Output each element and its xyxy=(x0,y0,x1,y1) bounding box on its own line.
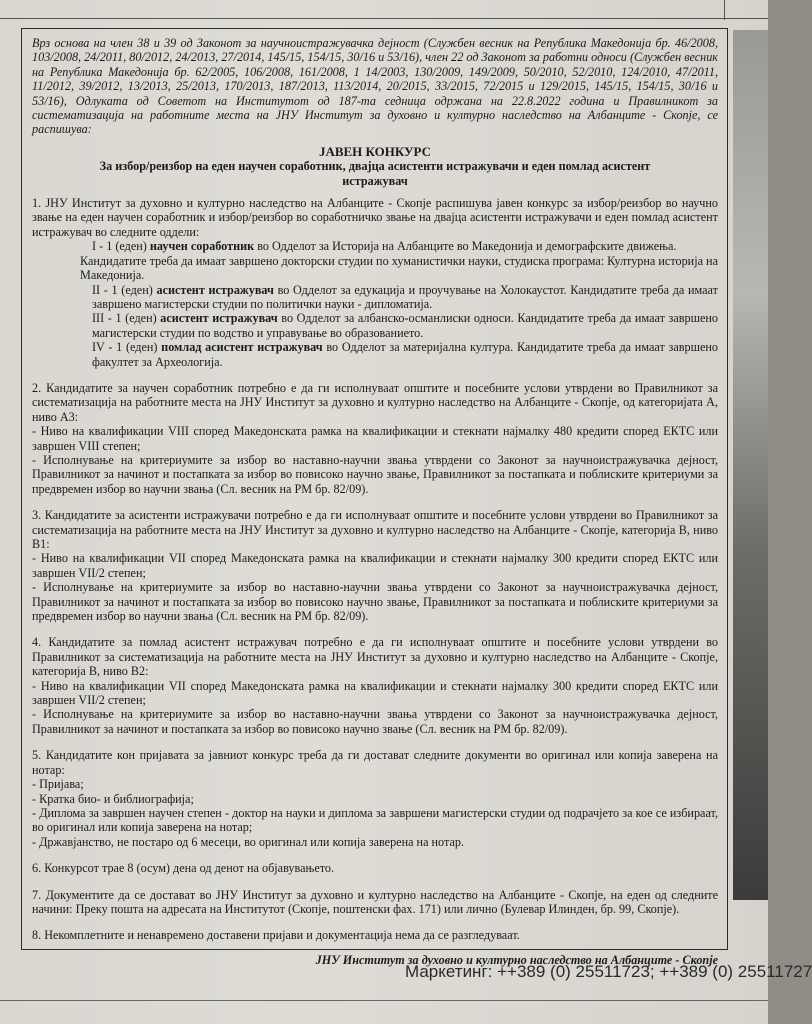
section-4-bullet-1: - Ниво на квалификации VII според Македонската рамка на квалификации и стекнати најмалку 300 кредити според ЕКТС или завршен VII/2 степен; xyxy=(32,678,718,708)
bottom-rule xyxy=(0,1000,768,1001)
section-4 xyxy=(32,635,718,736)
adjacent-photo xyxy=(733,30,768,900)
position-3: III - 1 (еден) асистент истражувач во Одделот за албанско-османлиски односи. Кандидатите треба да имаат завршено магистерски студии по водство и управување во образованието. xyxy=(92,311,718,340)
section-4-text: 4. Кандидатите за помлад асистент истражувач потребно е да ги исполнуваат општите и посебните услови утврдени во Правилникот за систематизација на работните места на ЈНУ Институт за духовно и културно наследство на Албанците - Скопје, категорија В, ниво В2: xyxy=(32,635,718,679)
section-1 xyxy=(32,196,718,369)
position-1: I - 1 (еден) научен соработник во Одделот за Историја на Албанците во Македонија и демографските движења. xyxy=(92,239,677,254)
top-rule xyxy=(0,18,768,19)
section-8: 8. Некомплетните и ненавремено доставени пријави и документација нема да се разгледуваат. xyxy=(32,928,520,943)
section-5 xyxy=(32,748,718,849)
section-2 xyxy=(32,381,718,496)
section-3 xyxy=(32,508,718,623)
marketing-contact: Маркетинг: ++389 (0) 25511723; ++389 (0) 25511727 xyxy=(405,962,812,981)
section-3-bullet-1: - Ниво на квалификации VII според Македонската рамка на квалификации и стекнати најмалку 300 кредити според ЕКТС или завршен VII/2 степен; xyxy=(32,551,718,580)
section-1-text: 1. ЈНУ Институт за духовно и културно наследство на Албанците - Скопје распишува јавен конкурс за избор/реизбор во научно звање на еден научен соработник и избор/реизбор во соработничко звање на двајца асистенти истражувачи и еден помлад асистент истражувач во следните оддели: xyxy=(32,196,718,239)
section-2-text: 2. Кандидатите за научен соработник потребно е да ги исполнуваат општите и посебните услови утврдени во Правилникот за систематизација на работните места на ЈНУ Институт за духовно и културно наследство на Албанците - Скопје, од категоријата А, ниво А3: xyxy=(32,380,718,424)
section-5-bullet-3: - Диплома за завршен научен степен - доктор на науки и диплома за завршени магистерски студии од подрачјето за кое се избираат, во оригинал или копија заверена на нотар; xyxy=(32,805,718,835)
section-2-bullet-2: - Исполнување на критериумите за избор во наставно-научни звања утврдени со Законот за научноистражувачка дејност, Правилникот за начинот и постапката за избор во повисоко научно звање, Правилникот за постапката и поблиските критериуми за предвремен избор во научни звања (Сл. весник на РМ бр. 82/09). xyxy=(32,452,718,496)
section-4-bullet-2: - Исполнување на критериумите за избор во наставно-научни звања утврдени со Законот за научноистражувачка дејност, Правилникот за начинот и постапката за избор во повисоко научно звање (Сл. весник на РМ бр. 82/09). xyxy=(32,707,718,736)
section-7: 7. Документите да се доставaт во ЈНУ Институт за духовно и културно наследство на Албанците - Скопје, на еден од следните начини: Преку пошта на адресата на Институтот (Скопје, поштенски фах. 171) или лично (Булевар Илинден, бр. 99, Скопје). xyxy=(32,887,718,916)
section-5-bullet-1: - Пријава; xyxy=(32,777,84,792)
legal-basis-intro: Врз основа на член 38 и 39 од Законот за научноистражувачка дејност (Службен весник на Република Македонија бр. 46/2008, 103/2008, 24/2011, 80/2012, 24/2013, 27/2014, 145/15, 154/15, 30/16 и 53/16), член 22 од Законот за работни односи (Службен весник на Република Македонија бр. 62/2005, 106/2008, 161/2008, 1 14/2003, 130/2009, 149/2009, 50/2010, 52/2010, 124/2010, 47/2011, 11/2012, 39/2012, 13/2013, 25/2013, 170/2013, 187/2013, 113/2014, 20/2015, 33/2015, 72/2015 и 129/2015, 145/15, 154/15, 30/16 и 53/16), Одлуката од Советот на Институтот од 187-та седница одржана на 22.8.2022 година и Правилникот за систематизација на работните места на ЈНУ Институт за духовно и културно наследство на Албанците - Скопје, се распишува: xyxy=(32,36,718,137)
announcement-title: ЈАВЕН КОНКУРС xyxy=(318,143,432,159)
section-5-text: 5. Кандидатите кон пријавата за јавниот конкурс треба да ги достават следните документи во оригинал или копија заверена на нотар: xyxy=(32,748,718,777)
announcement-subtitle: За избор/реизбор на еден научен соработник, двајца асистенти истражувачи и еден помлад асистент истражувач xyxy=(99,159,651,188)
section-3-bullet-2: - Исполнување на критериумите за избор во наставно-научни звања утврдени со Законот за научноистражувачка дејност, Правилникот за начинот и постапката за избор во повисоко научно звање, Правилникот за постапката и поблиските критериуми за предвремен избор во научни звања (Сл. весник на РМ бр. 82/09). xyxy=(32,580,718,624)
announcement-content xyxy=(32,36,718,967)
section-6: 6. Конкурсот трае 8 (осум) дена од денот на објавувањето. xyxy=(32,861,335,876)
section-2-bullet-1: - Ниво на квалификации VIII според Македонската рамка на квалификации и стекнати најмалку 480 кредити според ЕКТС или завршен VIII степен; xyxy=(32,424,718,453)
signature: ЈНУ Институт за духовно и културно наследство на Албанците - Скопје xyxy=(315,952,718,967)
section-3-text: 3. Кандидатите за асистенти истражувачи потребно е да ги исполнуваат општите и посебните услови утврдени во Правилникот за систематизација на работните места на ЈНУ Институт за духовно и културно наследство на Албанците - Скопје, категорија В, ниво В1: xyxy=(32,508,718,551)
position-4: IV - 1 (еден) помлад асистент истражувач во Одделот за материјална култура. Кандидатите треба да имаат завршено факултет за Археологија. xyxy=(92,340,718,369)
position-1-requirement: Кандидатите треба да имаат завршено докторски студии по хуманистички науки, студиска програма: Културна историја на Македонија. xyxy=(80,253,718,283)
section-5-bullet-2: - Кратка био- и библиографија; xyxy=(32,791,194,806)
column-divider xyxy=(724,0,725,20)
section-5-bullet-4: - Државјанство, не постаро од 6 месеци, во оригинал или копија заверена на нотар. xyxy=(32,834,465,849)
position-2: II - 1 (еден) асистент истражувач во Одделот за едукација и проучување на Холокаустот. Кандидатите треба да имаат завршено магистерски студии по политички науки - дипломатија. xyxy=(92,282,718,311)
